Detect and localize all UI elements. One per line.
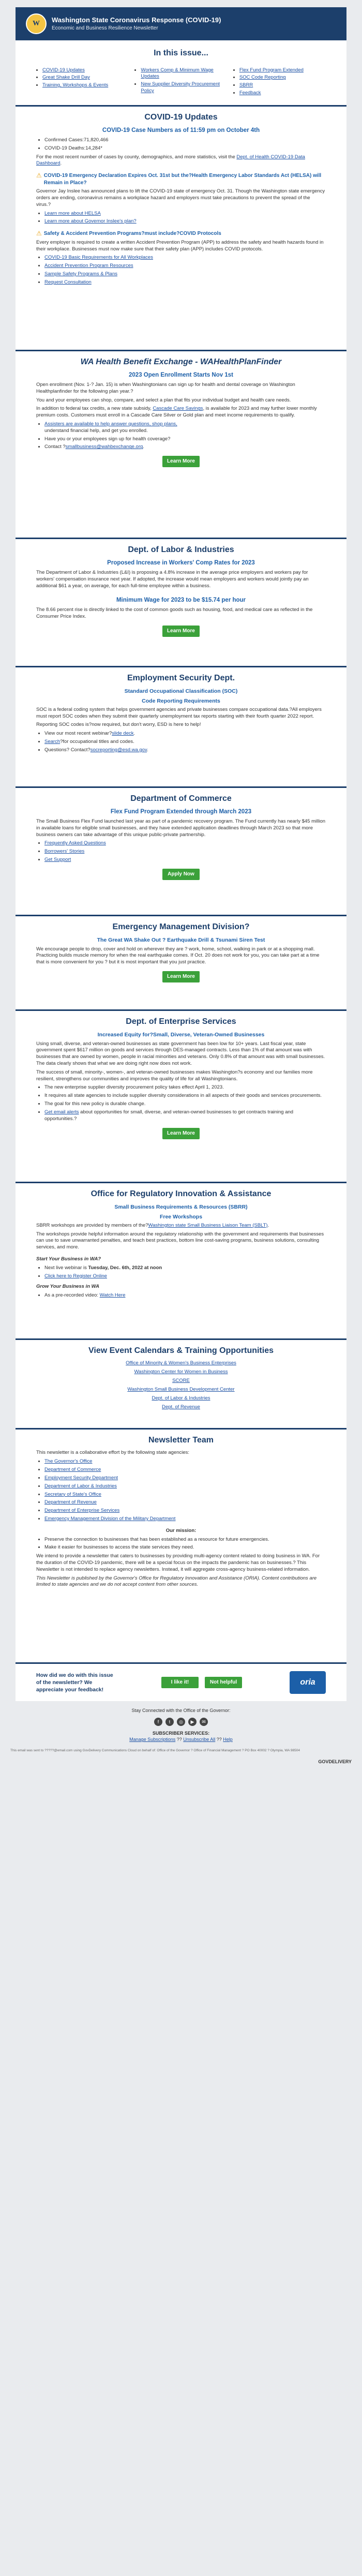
help-link[interactable]: Help [223,1737,233,1743]
section-title: WA Health Benefit Exchange - WAHealthPlanFinder [80,357,282,366]
agency-link[interactable]: Department of Enterprise Services [44,1508,120,1514]
subsection-title: Increased Equity for?Small, Diverse, Veteran-Owned Businesses [97,1032,265,1038]
social-icons [0,1718,362,1726]
header-title: Washington State Coronavirus Response (COVID-19) [52,16,221,24]
paragraph: You and your employees can shop, compare, and select a plan that fits your individual budget and health care needs. [36,397,291,403]
toc-link[interactable]: Great Shake Drill Day [42,75,90,81]
toc-link[interactable]: COVID-19 Updates [42,67,85,73]
agency-link[interactable]: The Governor's Office [44,1458,93,1465]
link[interactable]: Accident Prevention Program Resources [44,263,133,269]
list-item: • Preserve the connection to businesses that has been established as a resource for future emergencies. [44,1537,326,1543]
subsection-title: Small Business Requirements & Resources (SBRR) [114,1204,248,1211]
list-item: • Questions? Contact?socreporting@esd.wa.gov. [44,747,326,754]
toc-link[interactable]: New Supplier Diversity Procurement Policy [141,81,220,94]
link[interactable]: Learn more about Governor Inslee's plan? [44,218,137,225]
paragraph: The workshops provide helpful information around the regulatory relationship with the government and requirements that businesses can use to save unwarranted penalties, and teach best practices, bottom line cost-saving programs, business solutions, consulting services, and more. [36,1231,324,1250]
section-title: Department of Commerce [130,794,232,803]
section-title: Employment Security Dept. [127,673,235,682]
register-link[interactable]: Click here to Register Online [44,1273,107,1279]
oria-section [16,1183,346,1338]
section-title: Dept. of Enterprise Services [126,1017,236,1026]
dashboard-link[interactable]: Dept. of Health COVID-19 Data Dashboard [36,154,305,167]
link[interactable]: Get Support [44,857,71,863]
link[interactable]: Learn more about HELSA [44,210,101,216]
learn-more-button[interactable]: Learn More [162,1128,200,1139]
email-link[interactable]: smallbusiness@wahbexchange.org [65,444,143,450]
list-item: • As a pre-recorded video: Watch Here [44,1292,326,1299]
commerce-section [16,788,346,915]
slide-deck-link[interactable]: slide deck [112,731,134,737]
paragraph: For the most recent number of cases by county, demographics, and more statistics, visit the Dept. of Health COVID-19 Data Dashboard. [36,154,305,167]
paragraph: The success of small, minority-, women-, and veteran-owned businesses makes Washington?s economy and our families more resilient, strengthens our communities and improves the quality of life for all Washingtonians. [36,1069,313,1082]
instagram-icon[interactable]: ◎ [177,1718,185,1726]
section-title: Emergency Management Division? [112,922,250,931]
section-title: Newsletter Team [148,1435,214,1445]
govdelivery-logo: GOVDELIVERY [318,1759,352,1764]
esd-section [16,667,346,786]
list-item: • Search?for occupational titles and codes. [44,739,326,746]
calendars-section [16,1340,346,1428]
warning-icon: ⚠ [36,230,42,237]
calendar-link[interactable]: SCORE [172,1378,190,1384]
search-link[interactable]: Search [44,739,61,745]
subsection-title: Proposed Increase in Workers' Comp Rates for 2023 [107,560,255,567]
section-title: COVID-19 Updates [144,112,218,122]
cascade-care-link[interactable]: Cascade Care Savings [153,406,203,412]
agency-link[interactable]: Department of Revenue [44,1499,97,1506]
learn-more-button[interactable]: Learn More [162,971,200,982]
subsection-title: COVID-19 Case Numbers as of 11:59 pm on October 4th [102,127,260,134]
subsection-title: COVID-19 Emergency Declaration Expires Oct. 31st but the?Health Emergency Labor Standards Act (HELSA) will Remain in Place? [43,173,322,186]
list-item: • Next live webinar is Tuesday, Dec. 6th, 2022 at noon [44,1265,326,1272]
facebook-icon[interactable]: f [154,1718,162,1726]
paragraph: SOC is a federal coding system that helps government agencies and private businesses compare occupational data.?All employers must report SOC codes when they submit their quarterly unemployment tax reports starting with their fourth quarter 2022 report. [36,706,322,719]
list-item: • Have you or your employees sign up for health coverage? [44,436,326,443]
subsection-title: 2023 Open Enrollment Starts Nov 1st [129,372,233,379]
unsubscribe-link[interactable]: Unsubscribe All [183,1737,216,1743]
section-title: View Event Calendars & Training Opportunities [88,1346,274,1355]
list-item: • Get email alerts about opportunities for small, diverse, and veteran-owned businesses to get contracts training and opportunities.? [44,1109,326,1123]
email-link[interactable]: socreporting@esd.wa.gov [90,747,147,753]
warning-icon: ⚠ [36,172,42,180]
agency-link[interactable]: Emergency Management Division of the Military Department [44,1515,176,1522]
list-item: • Make it easier for businesses to access the state services they need. [44,1544,326,1551]
not-helpful-button[interactable]: Not helpful [205,1677,242,1688]
newsletter-header [16,7,346,40]
manage-subscriptions-link[interactable]: Manage Subscriptions [129,1737,176,1743]
link[interactable]: Sample Safety Programs & Plans [44,271,117,277]
heading: Grow Your Business in WA [36,1284,99,1290]
paragraph: The 8.66 percent rise is directly linked to the cost of common goods such as housing, food, and medical care as reflected in the Consumer Price Index. [36,606,313,619]
paragraph: Governor Jay Inslee has announced plans to lift the COVID-19 state of emergency Oct. 31. Though the Washington state emergency orders are ending, coronavirus remains a workplace hazard and employers must take precautions to prevent the spread of the virus.? [36,188,325,207]
paragraph: SBRR workshops are provided by members of the?Washington state Small Business Liaison Team (SBLT). [36,1222,269,1228]
email-alerts-link[interactable]: Get email alerts [44,1109,79,1115]
subsection-title: Code Reporting Requirements [142,697,220,704]
emd-section [16,916,346,1009]
footer: Stay Connected with the Office of the Governor: f t ◎ ▶ ✉ SUBSCRIBER SERVICES: Manage Subscriptions ?? Unsubscribe All ?? Help [0,1701,362,1749]
list-item [44,1273,326,1280]
calendar-link[interactable]: Dept. of Revenue [162,1404,200,1410]
link[interactable]: Request Consultation [44,279,92,285]
fine-print: This email was sent to ?????@email.com using GovDelivery Communications Cloud on behalf of: Office of the Governor ? Office of Financial Management ? PO Box 40002 ? Olympia, WA 98504 [10,1749,300,1753]
subsection-title: Free Workshops [159,1213,203,1220]
feedback-question: How did we do with this issue of the newsletter? We appreciate your feedback! [36,1672,113,1693]
paragraph: The Small Business Flex Fund launched last year as part of a pandemic recovery program. The Fund currently has nearly $45 million in available loans for eligible small businesses, and they have extended application deadlines through March 2023 so that more business owners can take advantage of this unique public-private partnership. [36,818,326,838]
toc-link[interactable]: Workers Comp & Minimum Wage Updates [141,67,214,80]
sblt-link[interactable]: Washington state Small Business Liaison Team (SBLT) [148,1222,268,1228]
toc-link[interactable]: SBRR [239,82,253,88]
link[interactable]: Borrowers' Stories [44,848,85,855]
link[interactable]: Frequently Asked Questions [44,840,106,846]
calendar-link[interactable]: Office of Minority & Women's Business Enterprises [126,1360,236,1366]
paragraph: Using small, diverse, and veteran-owned businesses as state government has been low for 10+ years. Last fiscal year, state government spent $617 million on goods and services through DES-managed contracts. Less than 1% of that amount was with businesses that are owned by women, people in racial minorities and veterans. Only 0.8% of that amount was with small businesses. The data clearly shows that what we are doing right now does not work. [36,1040,325,1067]
header-subtitle: Economic and Business Resilience Newsletter [52,25,158,32]
subsection-title: The Great WA Shake Out ? Earthquake Drill & Tsunami Siren Test [97,937,265,944]
connect-text: Stay Connected with the Office of the Governor: [131,1707,231,1713]
paragraph: We intend to provide a newsletter that caters to businesses by providing multi-agency content related to doing business in WA. For the duration of the COVID-19 pandemic, there will be a special focus on the impacts the pandemic has on businesses.? This Newsletter is not intended to replace agency newsletters. Instead, it will aggregate cross-agency business-related information. [36,1553,320,1572]
paragraph: Open enrollment (Nov. 1-? Jan. 15) is when Washingtonians can sign up for health and dental coverage on Washington Healthplanfinder for the following plan year.? [36,381,295,394]
agency-link[interactable]: Secretary of State's Office [44,1491,101,1497]
toc-link[interactable]: Feedback [239,90,261,96]
blog-icon[interactable]: ✉ [200,1718,208,1726]
subsection-title: Flex Fund Program Extended through March 2023 [110,809,252,815]
des-section [16,1011,346,1182]
heading: Our mission: [165,1527,197,1533]
toc-link[interactable]: Training, Workshops & Events [42,82,109,88]
watch-link[interactable]: Watch Here [99,1292,126,1299]
newsletter [16,7,346,1701]
calendar-link[interactable]: Washington Center for Women in Business [134,1369,228,1375]
agency-link[interactable]: Department of Commerce [44,1467,101,1473]
paragraph: The Department of Labor & Industries (L&I) is proposing a 4.8% increase in the average price employers and workers pay for workers' compensation insurance next year. If adopted, the increase would mean employers and workers would jointly pay an additional $61 a year, on average, for each full-time employee within a business. [36,569,309,589]
section-title: Office for Regulatory Innovation & Assistance [90,1189,272,1198]
hbe-section [16,351,346,538]
subsection-title: Safety & Accident Prevention Programs?must include?COVID Protocols [43,231,221,237]
list-item: • Assisters are available to help answer questions, shop plans, understand financial help, and get you enrolled. [44,421,326,435]
agency-link[interactable]: Employment Security Department [44,1475,118,1481]
subsection-title: Minimum Wage for 2023 to be $15.74 per hour [116,597,246,604]
paragraph: This newsletter is a collaborative effort by the following state agencies: [36,1450,190,1456]
list-item: • The new enterprise supplier diversity procurement policy takes effect April 1, 2023. [44,1084,326,1091]
toc-title: In this issue... [154,49,208,57]
youtube-icon[interactable]: ▶ [188,1718,197,1726]
toc-link[interactable]: SOC Code Reporting [239,75,286,81]
paragraph: Every employer is required to create a written Accident Prevention Program (APP) to address the safety and health hazards found in their workplace. Businesses must now make sure that their safety plan (APP) includes COVID protocols. [36,239,324,252]
list-item: • It requires all state agencies to include supplier diversity considerations in all aspects of their goods and services procurements. [44,1093,326,1099]
list-item: • The goal for this new policy is durable change. [44,1101,326,1108]
list-item: • Contact ?smallbusiness@wahbexchange.org. [44,444,326,451]
lni-section [16,539,346,666]
twitter-icon[interactable]: t [165,1718,174,1726]
stat-item: • COVID-19 Deaths:14,284* [44,145,326,152]
feedback-section [16,1664,346,1701]
paragraph: We encourage people to drop, cover and hold on wherever they are ? work, home, school, walking in park or at a shopping mall. Practicing builds muscle memory for when the real earthquake comes. If Oct. 20 does not work for you, you can take part at a time that is more convenient for you ? but it is most important that you just practice. [36,946,320,965]
list-item: • View our most recent webinar?slide deck. [44,731,326,737]
section-title: Dept. of Labor & Industries [128,545,234,554]
apply-now-button[interactable]: Apply Now [162,869,200,880]
assisters-link[interactable]: Assisters are available to help answer questions, shop plans, [44,421,177,427]
subsection-title: Standard Occupational Classification (SOC) [124,688,238,695]
paragraph: This Newsletter is published by the Governor's Office for Regulatory Innovation and Assistance (ORIA). Content contributions are limited to state agencies and we do not accept content from other sources. [36,1575,317,1588]
link[interactable]: COVID-19 Basic Requirements for All Workplaces [44,255,153,261]
toc [16,65,346,105]
calendar-link[interactable]: Washington Small Business Development Center [127,1386,235,1392]
heading: Start Your Business in WA? [36,1256,101,1262]
like-button[interactable]: I like it! [161,1677,199,1688]
learn-more-button[interactable]: Learn More [162,456,200,467]
stat-item: • Confirmed Cases:71,820,466 [44,137,326,144]
state-seal-icon: W [26,13,47,34]
toc-link[interactable]: Flex Fund Program Extended [239,67,304,73]
paragraph: Reporting SOC codes is?now required, but don't worry, ESD is here to help! [36,722,201,728]
oria-logo: oria [290,1671,326,1694]
team-section [16,1430,346,1662]
learn-more-button[interactable]: Learn More [162,626,200,637]
subscriber-services: SUBSCRIBER SERVICES: [152,1730,210,1736]
paragraph: In addition to federal tax credits, a new state subsidy, Cascade Care Savings, is available for 2023 and may further lower monthly premium costs. Customers must enroll in a Cascade Care Silver or Gold plan and meet income requirements to qualify. [36,406,317,419]
covid-section [16,107,346,350]
agency-link[interactable]: Department of Labor & Industries [44,1483,117,1489]
calendar-link[interactable]: Dept. of Labor & Industries [152,1395,210,1401]
